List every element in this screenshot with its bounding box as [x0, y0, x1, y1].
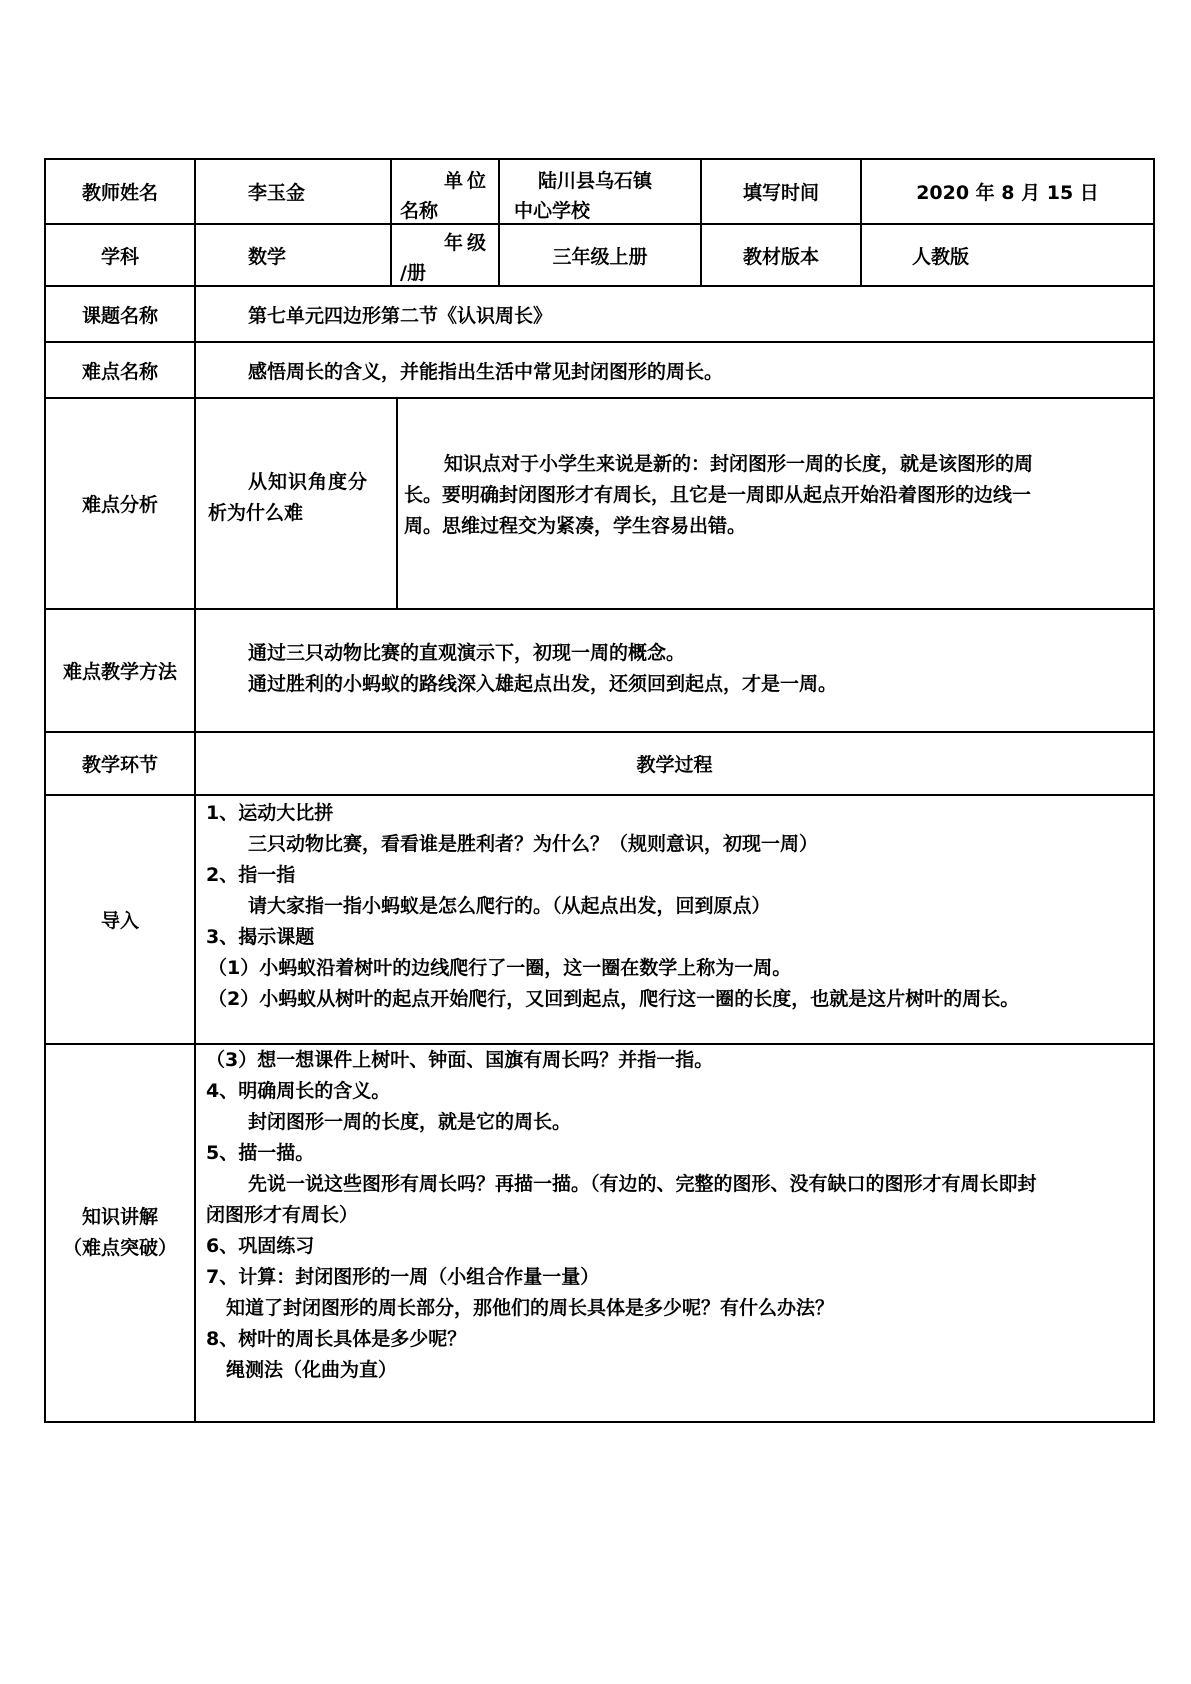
unit-value [500, 160, 700, 223]
grade-label-line-2: /册 [400, 262, 426, 284]
difficulty-label: 难点名称 [81, 360, 158, 383]
intro-content [196, 796, 1153, 1043]
difficulty-value: 感悟周长的含义，并能指出生活中常见封闭图形的周长。 [248, 360, 724, 383]
knowledge-line: 闭图形才有周长） [206, 1204, 359, 1226]
topic-value: 第七单元四边形第二节《认识周长》 [248, 304, 553, 327]
analysis-line: 周。思维过程交为紧凑，学生容易出错。 [404, 515, 747, 537]
process-label: 教学过程 [636, 754, 713, 776]
intro-line: 1、运动大比拼 [206, 802, 334, 824]
knowledge-label [46, 1045, 194, 1421]
method-label: 难点教学方法 [62, 661, 177, 683]
process-step-label: 教学环节 [81, 754, 158, 776]
analysis-sub-label-line-2: 析为什么难 [208, 502, 304, 524]
method-line: 通过胜利的小蚂蚁的路线深入雄起点出发，还须回到起点，才是一周。 [248, 673, 838, 695]
knowledge-line: 4、明确周长的含义。 [206, 1080, 391, 1102]
edition-value: 人教版 [912, 245, 970, 268]
knowledge-label-line-1: 知识讲解 [81, 1206, 158, 1228]
knowledge-label-line-2: （难点突破） [62, 1237, 177, 1259]
edition-label: 教材版本 [742, 245, 819, 268]
intro-line: （2）小蚂蚁从树叶的起点开始爬行，又回到起点，爬行这一圈的长度，也就是这片树叶的周长。 [208, 988, 1020, 1010]
intro-line: 请大家指一指小蚂蚁是怎么爬行的。（从起点出发，回到原点） [248, 895, 771, 917]
knowledge-line: 7、计算：封闭图形的一周（小组合作量一量） [206, 1266, 600, 1288]
unit-label-line-2: 名称 [400, 200, 439, 222]
lesson-plan-table [44, 158, 1155, 1423]
method-line: 通过三只动物比赛的直观演示下，初现一周的概念。 [248, 642, 686, 664]
analysis-line: 知识点对于小学生来说是新的：封闭图形一周的长度，就是该图形的周 [444, 453, 1034, 475]
method-content [196, 610, 1153, 731]
intro-line: 2、指一指 [206, 864, 296, 886]
analysis-line: 长。要明确封闭图形才有周长，且它是一周即从起点开始沿着图形的边线一 [404, 484, 1032, 506]
analysis-content [398, 399, 1153, 608]
knowledge-line: 8、树叶的周长具体是多少呢？ [206, 1328, 467, 1350]
unit-value-line-1: 陆川县乌石镇 [538, 170, 653, 192]
grade-value: 三年级上册 [552, 245, 648, 268]
knowledge-line: 先说一说这些图形有周长吗？再描一描。（有边的、完整的图形、没有缺口的图形才有周长即封 [248, 1173, 1037, 1195]
analysis-label: 难点分析 [81, 494, 158, 516]
knowledge-line: 封闭图形一周的长度，就是它的周长。 [248, 1111, 572, 1133]
unit-label [392, 160, 498, 223]
intro-line: 三只动物比赛，看看谁是胜利者？为什么？（规则意识，初现一周） [248, 833, 819, 855]
topic-label: 课题名称 [81, 304, 158, 327]
unit-label-line-1: 单位 [443, 170, 490, 192]
teacher-label: 教师姓名 [81, 182, 158, 204]
teacher-value: 李玉金 [248, 182, 306, 204]
subject-value: 数学 [248, 245, 287, 268]
knowledge-line: 5、描一描。 [206, 1142, 315, 1164]
knowledge-line: 知道了封闭图形的周长部分，那他们的周长具体是多少呢？有什么办法？ [226, 1297, 835, 1319]
analysis-sub-label-line-1: 从知识角度分 [248, 471, 369, 493]
fill-time-label: 填写时间 [742, 182, 819, 204]
subject-label: 学科 [100, 245, 139, 268]
intro-line: （1）小蚂蚁沿着树叶的边线爬行了一圈，这一圈在数学上称为一周。 [208, 957, 792, 979]
analysis-sub-label [196, 399, 396, 608]
knowledge-line: 绳测法（化曲为直） [226, 1359, 398, 1381]
knowledge-content [196, 1045, 1153, 1421]
intro-line: 3、揭示课题 [206, 926, 315, 948]
intro-label: 导入 [100, 910, 139, 932]
fill-time-value: 2020 年 8 月 15 日 [916, 182, 1099, 204]
knowledge-line: 6、巩固练习 [206, 1235, 315, 1257]
grade-label-line-1: 年级 [443, 232, 490, 254]
unit-value-line-2: 中心学校 [514, 200, 591, 222]
grade-label [392, 225, 498, 285]
knowledge-line: （3）想一想课件上树叶、钟面、国旗有周长吗？并指一指。 [206, 1049, 714, 1071]
